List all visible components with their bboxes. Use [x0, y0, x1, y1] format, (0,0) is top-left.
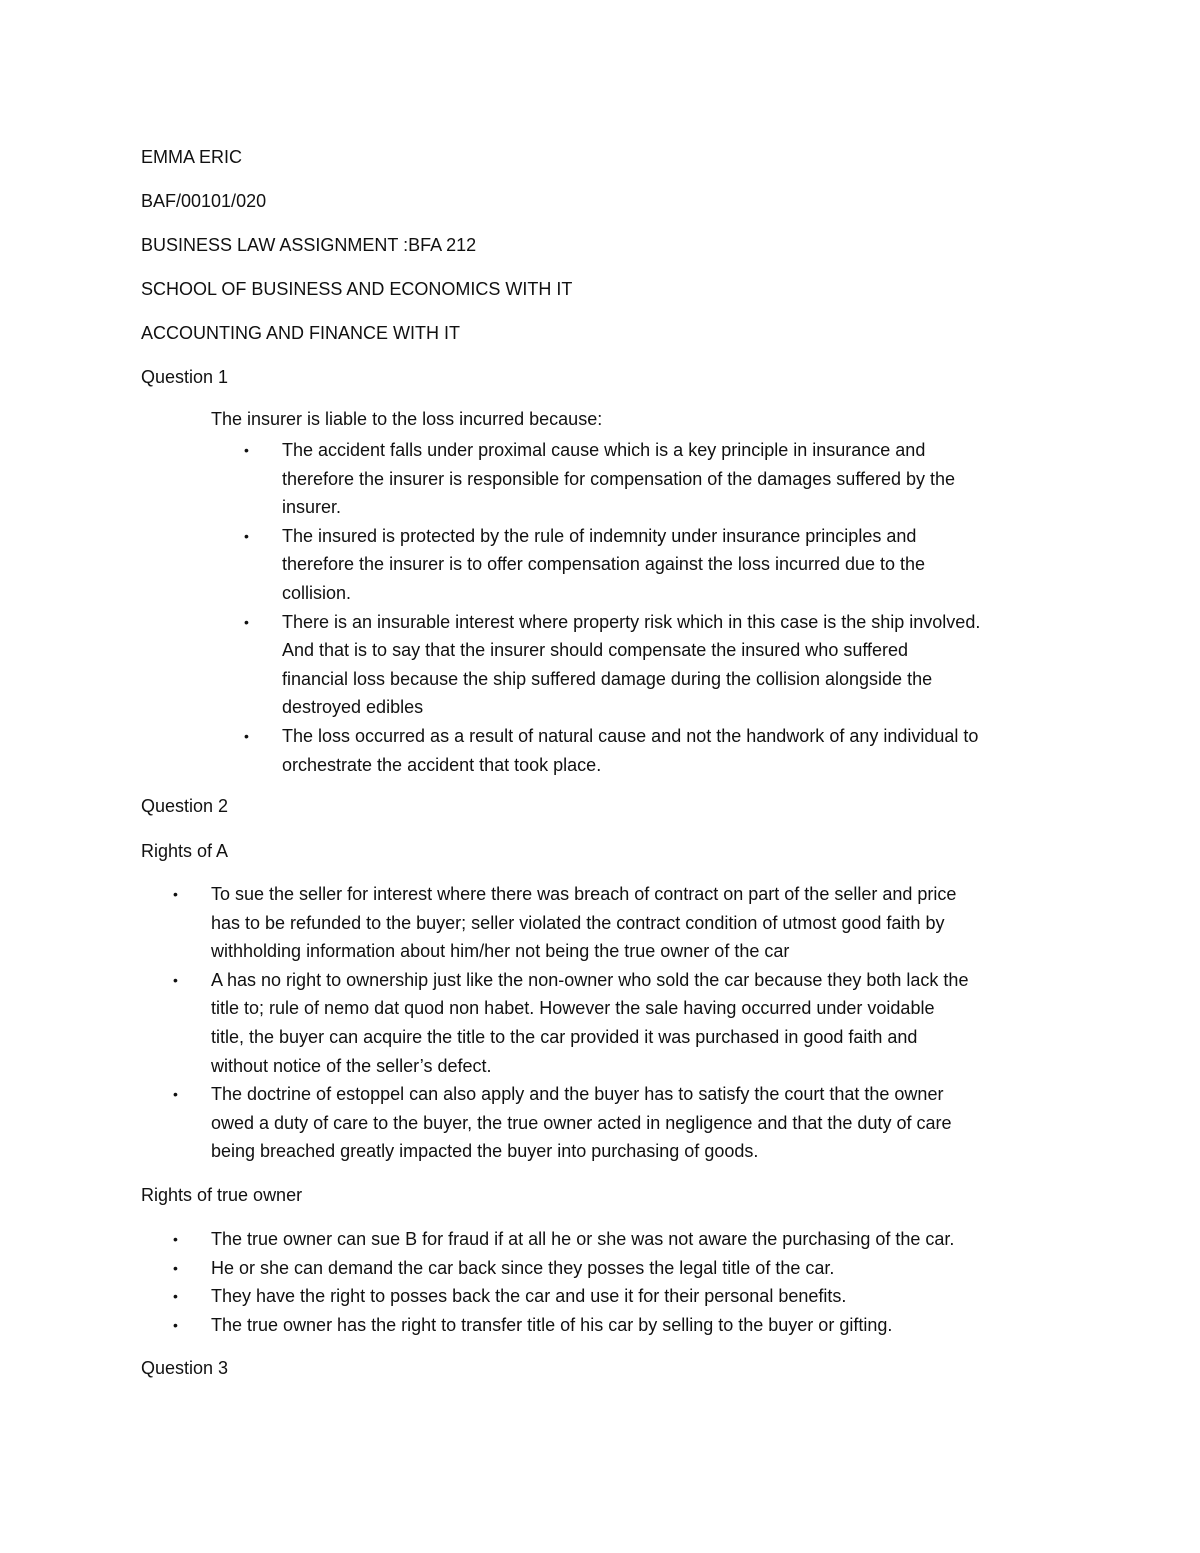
bullet-text-line: He or she can demand the car back since they posses the legal title of the car. [211, 1257, 835, 1278]
bullet-text-line: orchestrate the accident that took place. [282, 754, 602, 775]
bullet-icon: • [244, 442, 249, 458]
bullet-text-line: A has no right to ownership just like the non-owner who sold the car because they both lack the [211, 969, 969, 990]
bullet-text-line: To sue the seller for interest where there was breach of contract on part of the seller and price [211, 884, 957, 904]
registration-number: BAF/00101/020 [141, 191, 267, 211]
bullet-text-line: destroyed edibles [282, 697, 424, 718]
bullet-icon: • [173, 1231, 178, 1247]
rights-of-a-bullet-list [173, 880, 1071, 1166]
question-1-heading: Question 1 [141, 367, 229, 387]
bullet-item [173, 1282, 1071, 1311]
bullet-item [173, 1254, 1071, 1283]
rights-of-a-heading: Rights of A [141, 841, 229, 861]
bullet-item [173, 880, 1071, 966]
bullet-text-line: The true owner can sue B for fraud if at all he or she was not aware the purchasing of the car. [211, 1229, 955, 1249]
question-1-intro: The insurer is liable to the loss incurred because: [211, 409, 603, 429]
bullet-text-line: And that is to say that the insurer should compensate the insured who suffered [282, 640, 909, 661]
question-1-bullet-list [244, 436, 1082, 779]
rights-of-true-owner-heading: Rights of true owner [141, 1185, 303, 1205]
bullet-item [173, 1311, 1071, 1340]
bullet-icon: • [173, 1259, 178, 1276]
bullet-icon: • [244, 527, 249, 544]
bullet-icon: • [244, 613, 249, 630]
bullet-text-line: title, the buyer can acquire the title to the car provided it was purchased in good faith and [211, 1026, 918, 1047]
bullet-icon: • [173, 1316, 178, 1333]
bullet-icon: • [244, 727, 249, 744]
bullet-text-line: has to be refunded to the buyer; seller violated the contract condition of utmost good faith by [211, 912, 945, 933]
bullet-text-line: therefore the insurer is responsible for compensation of the damages suffered by the [282, 468, 956, 489]
bullet-text-line: financial loss because the ship suffered damage during the collision alongside the [282, 668, 933, 689]
bullet-text-line: without notice of the seller’s defect. [211, 1055, 492, 1076]
bullet-text-line: withholding information about him/her not being the true owner of the car [211, 941, 790, 962]
bullet-text-line: therefore the insurer is to offer compensation against the loss incurred due to the [282, 554, 926, 575]
school-name: SCHOOL OF BUSINESS AND ECONOMICS WITH IT [141, 279, 573, 299]
question-2-heading: Question 2 [141, 796, 229, 816]
bullet-text-line: owed a duty of care to the buyer, the true owner acted in negligence and that the duty of care [211, 1112, 952, 1133]
bullet-icon: • [173, 1288, 178, 1305]
bullet-text-line: The loss occurred as a result of natural cause and not the handwork of any individual to [282, 725, 979, 746]
bullet-text-line: The insured is protected by the rule of indemnity under insurance principles and [282, 525, 917, 546]
bullet-text-line: They have the right to posses back the car and use it for their personal benefits. [211, 1286, 847, 1307]
bullet-item [244, 522, 1082, 608]
bullet-text-line: collision. [282, 582, 352, 603]
bullet-text-line: The accident falls under proximal cause which is a key principle in insurance and [282, 440, 926, 460]
bullet-text-line: insurer. [282, 497, 342, 518]
bullet-item [244, 608, 1082, 722]
bullet-icon: • [173, 971, 178, 988]
bullet-text-line: The true owner has the right to transfer title of his car by selling to the buyer or gifting. [211, 1314, 893, 1335]
bullet-text-line: There is an insurable interest where property risk which in this case is the ship involved. [282, 611, 981, 632]
bullet-item [173, 1225, 1071, 1254]
bullet-item [244, 436, 1082, 522]
bullet-item [173, 966, 1071, 1080]
assignment-title: BUSINESS LAW ASSIGNMENT :BFA 212 [141, 235, 477, 255]
bullet-text-line: title to; rule of nemo dat quod non habet. However the sale having occurred under voidable [211, 998, 935, 1019]
student-name: EMMA ERIC [141, 147, 243, 167]
bullet-item [244, 722, 1082, 779]
bullet-icon: • [173, 886, 178, 902]
question-3-heading: Question 3 [141, 1358, 229, 1378]
bullet-item [173, 1080, 1071, 1166]
bullet-text-line: being breached greatly impacted the buyer into purchasing of goods. [211, 1141, 759, 1162]
bullet-icon: • [173, 1086, 178, 1103]
rights-of-true-owner-bullet-list [173, 1225, 1071, 1339]
program-name: ACCOUNTING AND FINANCE WITH IT [141, 323, 460, 343]
bullet-text-line: The doctrine of estoppel can also apply and the buyer has to satisfy the court that the owner [211, 1084, 944, 1105]
